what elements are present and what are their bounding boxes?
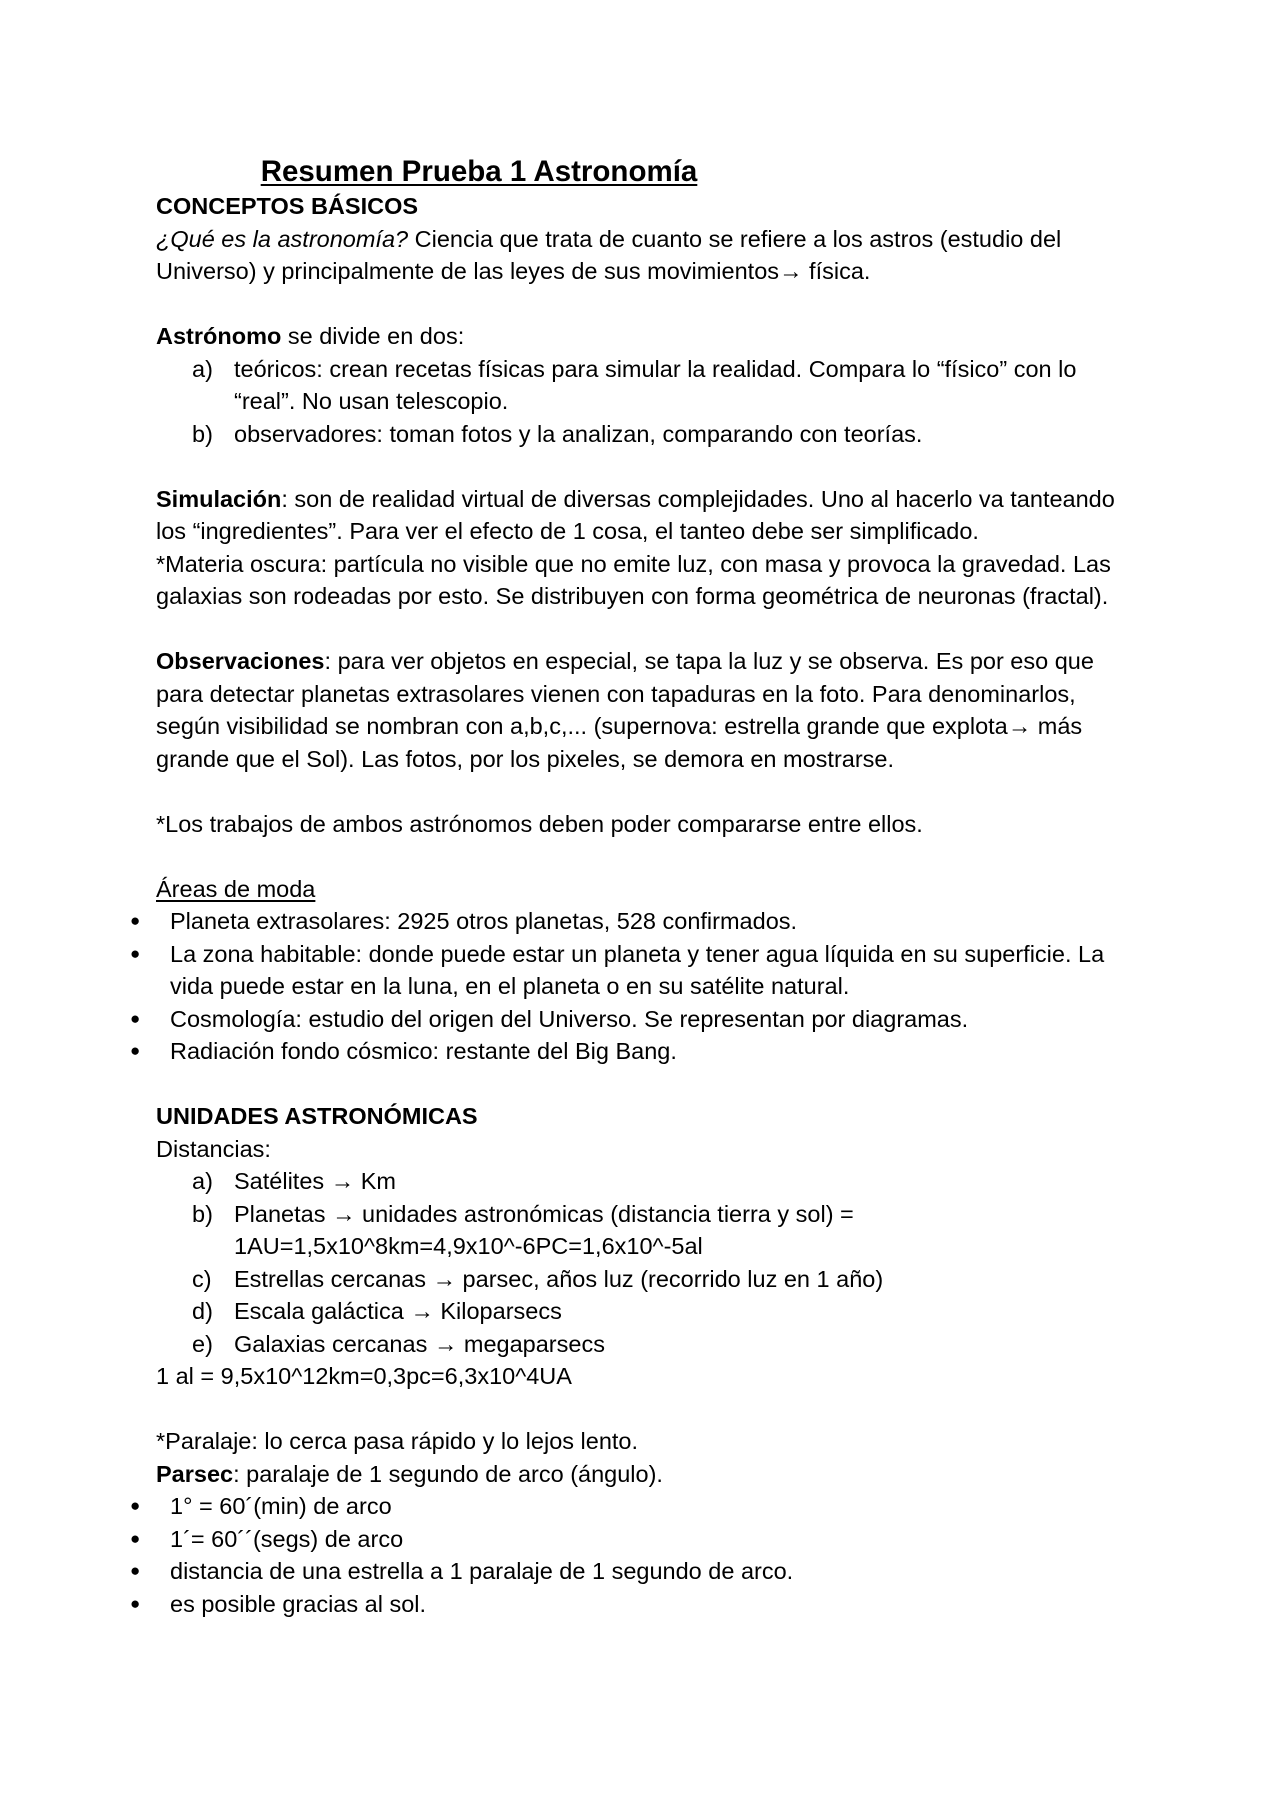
areas-heading-text: Áreas de moda	[156, 875, 316, 902]
areas-list	[130, 905, 1146, 1068]
list-item	[130, 1003, 1146, 1036]
observaciones-paragraph	[156, 645, 1146, 678]
list-marker: b)	[192, 420, 213, 447]
astronomo-term: Astrónomo	[156, 323, 282, 349]
list-marker: c)	[192, 1265, 212, 1292]
astronomo-paragraph	[156, 320, 1146, 353]
paragraph-line: grande que el Sol). Las fotos, por los pixeles, se demora en mostrarse.	[156, 745, 895, 772]
list-item	[130, 905, 1146, 938]
list-item	[130, 1523, 1146, 1556]
list-item-line: Cosmología: estudio del origen del Universo. Se representan por diagramas.	[170, 1005, 969, 1032]
question-line-2: Universo) y principalmente de las leyes de sus movimientos→ física.	[156, 258, 871, 284]
distancias-label: Distancias:	[156, 1135, 271, 1162]
list-item-line: distancia de una estrella a 1 paralaje de 1 segundo de arco.	[170, 1558, 794, 1584]
paragraph-line: según visibilidad se nombran con a,b,c,... (supernova: estrella grande que explota→ más	[156, 713, 1083, 739]
parsec-term: Parsec	[156, 1460, 234, 1487]
al-equivalence: 1 al = 9,5x10^12km=0,3pc=6,3x10^4UA	[156, 1363, 572, 1389]
bullet-icon: ●	[130, 1561, 141, 1580]
list-item-line: es posible gracias al sol.	[170, 1590, 427, 1617]
paragraph-line: : son de realidad virtual de diversas complejidades. Uno al hacerlo va tanteando	[281, 485, 1115, 512]
list-item	[156, 418, 1146, 451]
paralaje-note: *Paralaje: lo cerca pasa rápido y lo lejos lento.	[156, 1428, 639, 1454]
paragraph-line: para detectar planetas extrasolares vienen con tapaduras en la foto. Para denominarlos,	[156, 680, 1076, 707]
list-marker: d)	[192, 1298, 213, 1324]
list-item	[130, 1035, 1146, 1068]
list-item-line: Planetas → unidades astronómicas (distancia tierra y sol) =	[234, 1200, 854, 1227]
list-marker: e)	[192, 1330, 213, 1357]
list-item	[156, 1263, 1146, 1296]
paragraph-line: *Materia oscura: partícula no visible que no emite luz, con masa y provoca la gravedad. Las	[156, 550, 1111, 577]
list-item-line: 1AU=1,5x10^8km=4,9x10^-6PC=1,6x10^-5al	[234, 1233, 703, 1259]
list-marker: a)	[192, 1168, 213, 1194]
list-item-line: teóricos: crean recetas físicas para simular la realidad. Compara lo “físico” con lo	[234, 355, 1077, 382]
section-heading-conceptos	[156, 190, 1146, 223]
paragraph-line: : para ver objetos en especial, se tapa la luz y se observa. Es por eso que	[324, 648, 1094, 674]
paragraph-line: los “ingredientes”. Para ver el efecto de 1 cosa, el tanteo debe ser simplificado.	[156, 518, 979, 544]
list-item-line: “real”. No usan telescopio.	[234, 388, 509, 414]
list-item	[130, 938, 1146, 1003]
question-answer: Ciencia que trata de cuanto se refiere a los astros (estudio del	[408, 225, 1062, 252]
simulacion-paragraph	[156, 483, 1146, 516]
parsec-list	[130, 1490, 1146, 1620]
question-italic: ¿Qué es la astronomía?	[156, 225, 409, 252]
bullet-icon: ●	[130, 1041, 141, 1060]
list-item-line: observadores: toman fotos y la analizan, comparando con teorías.	[234, 420, 923, 447]
list-item-line: 1° = 60´(min) de arco	[170, 1493, 392, 1519]
bullet-icon: ●	[130, 911, 141, 930]
page-title: Resumen Prueba 1 Astronomía	[260, 155, 698, 188]
list-item-line: Satélites → Km	[234, 1168, 396, 1194]
parsec-paragraph	[156, 1458, 1146, 1491]
question-paragraph	[156, 223, 1146, 256]
paragraph-line: galaxias son rodeadas por esto. Se distribuyen con forma geométrica de neuronas (fractal).	[156, 583, 1109, 609]
list-item-line: vida puede estar en la luna, en el planeta o en su satélite natural.	[170, 973, 850, 999]
list-item-line: Galaxias cercanas → megaparsecs	[234, 1330, 605, 1357]
parsec-text: : paralaje de 1 segundo de arco (ángulo).	[233, 1460, 663, 1487]
heading-text: UNIDADES ASTRONÓMICAS	[156, 1103, 478, 1129]
list-marker: b)	[192, 1200, 213, 1227]
list-item-line: 1´= 60´´(segs) de arco	[170, 1525, 404, 1552]
areas-heading	[156, 873, 1146, 906]
list-item	[130, 1555, 1146, 1588]
list-item	[156, 1328, 1146, 1361]
list-item	[156, 1198, 1146, 1263]
simulacion-term: Simulación	[156, 485, 282, 512]
astronomo-text: se divide en dos:	[281, 323, 465, 349]
list-item-line: La zona habitable: donde puede estar un planeta y tener agua líquida en su superficie. La	[170, 940, 1105, 967]
list-item	[130, 1490, 1146, 1523]
observaciones-term: Observaciones	[156, 648, 325, 674]
list-item-line: Radiación fondo cósmico: restante del Big Bang.	[170, 1038, 677, 1064]
list-marker: a)	[192, 355, 213, 382]
bullet-icon: ●	[130, 1593, 141, 1613]
list-item-line: Escala galáctica → Kiloparsecs	[234, 1298, 562, 1324]
list-item-line: Planeta extrasolares: 2925 otros planetas, 528 confirmados.	[170, 908, 798, 934]
bullet-icon: ●	[130, 1528, 141, 1548]
astronomos-note: *Los trabajos de ambos astrónomos deben poder compararse entre ellos.	[156, 810, 923, 837]
distancias-list	[156, 1165, 1146, 1360]
bullet-icon: ●	[130, 1496, 141, 1515]
heading-text: CONCEPTOS BÁSICOS	[156, 193, 419, 219]
bullet-icon: ●	[130, 1008, 141, 1028]
list-item	[156, 353, 1146, 418]
document-body	[130, 190, 1146, 1620]
astronomo-list	[156, 353, 1146, 451]
list-item	[156, 1165, 1146, 1198]
list-item-line: Estrellas cercanas → parsec, años luz (recorrido luz en 1 año)	[234, 1265, 884, 1292]
section-heading-unidades	[156, 1100, 1146, 1133]
list-item	[130, 1588, 1146, 1621]
list-item	[156, 1295, 1146, 1328]
bullet-icon: ●	[130, 943, 141, 963]
